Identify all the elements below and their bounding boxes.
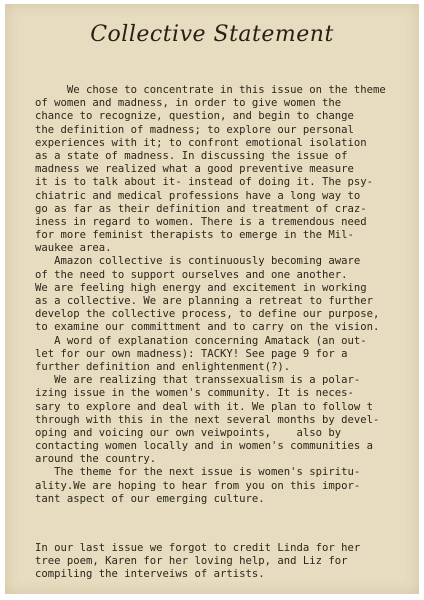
body-text-line: tant aspect of our emerging culture.: [35, 492, 265, 505]
body-text-line: of the need to support ourselves and one another.: [35, 268, 348, 281]
body-text-line: through with this in the next several months by devel-: [35, 413, 380, 426]
body-text-line: around the country.: [35, 453, 157, 466]
body-text-line: let for our own madness): TACKY! See page 9 for a: [35, 347, 348, 360]
body-text-line: to examine our committment and to carry on the vision.: [35, 321, 380, 334]
body-text-line: go as far as their definition and treatment of craz-: [35, 202, 367, 215]
body-text-line: waukee area.: [35, 242, 112, 255]
body-text-line: ality.We are hoping to hear from you on this impor-: [35, 479, 361, 492]
body-text-line: oping and voicing our own veiwpoints, also by: [35, 426, 342, 439]
collective-statement-body: [35, 84, 415, 506]
body-text-line: The theme for the next issue is women's spiritu-: [35, 466, 361, 479]
body-text-line: develop the collective process, to define our purpose,: [35, 308, 380, 321]
body-text-line: iness in regard to women. There is a tremendous need: [35, 215, 367, 228]
body-text-line: it is to talk about it- instead of doing it. The psy-: [35, 176, 374, 189]
body-text-line: sary to explore and deal with it. We plan to follow t: [35, 400, 374, 413]
body-text-line: chance to recognize, question, and begin to change: [35, 110, 354, 123]
footnote-text-line: compiling the interveiws of artists.: [35, 568, 265, 581]
page-title: Collective Statement: [90, 22, 334, 47]
body-text-line: We chose to concentrate in this issue on the theme: [35, 84, 386, 96]
body-text-line: chiatric and medical professions have a long way to: [35, 189, 361, 202]
body-text-line: as a collective. We are planning a retreat to further: [35, 295, 374, 307]
footnote-text-line: In our last issue we forgot to credit Linda for her: [35, 542, 361, 554]
body-text-line: experiences with it; to confront emotional isolation: [35, 136, 367, 149]
body-text-line: the definition of madness; to explore our personal: [35, 123, 354, 136]
credits-footnote: [35, 542, 415, 582]
body-text-line: for more feminist therapists to emerge in the Mil-: [35, 229, 354, 242]
body-text-line: madness we realized what a good preventive measure: [35, 163, 354, 176]
body-text-line: izing issue in the women's community. It is neces-: [35, 387, 354, 400]
body-text-line: We are realizing that transsexualism is a polar-: [35, 374, 361, 387]
body-text-line: as a state of madness. In discussing the issue of: [35, 149, 348, 162]
footnote-text-line: tree poem, Karen for her loving help, and Liz for: [35, 555, 348, 568]
newsletter-page: [5, 4, 419, 594]
body-text-line: contacting women locally and in women's communities a: [35, 440, 374, 453]
body-text-line: A word of explanation concerning Amatack (an out-: [35, 334, 367, 347]
body-text-line: We are feeling high energy and excitement in working: [35, 281, 367, 294]
body-text-line: Amazon collective is continuously becoming aware: [35, 255, 361, 268]
body-text-line: further definition and enlightenment(?).: [35, 360, 291, 373]
body-text-line: of women and madness, in order to give women the: [35, 97, 342, 110]
